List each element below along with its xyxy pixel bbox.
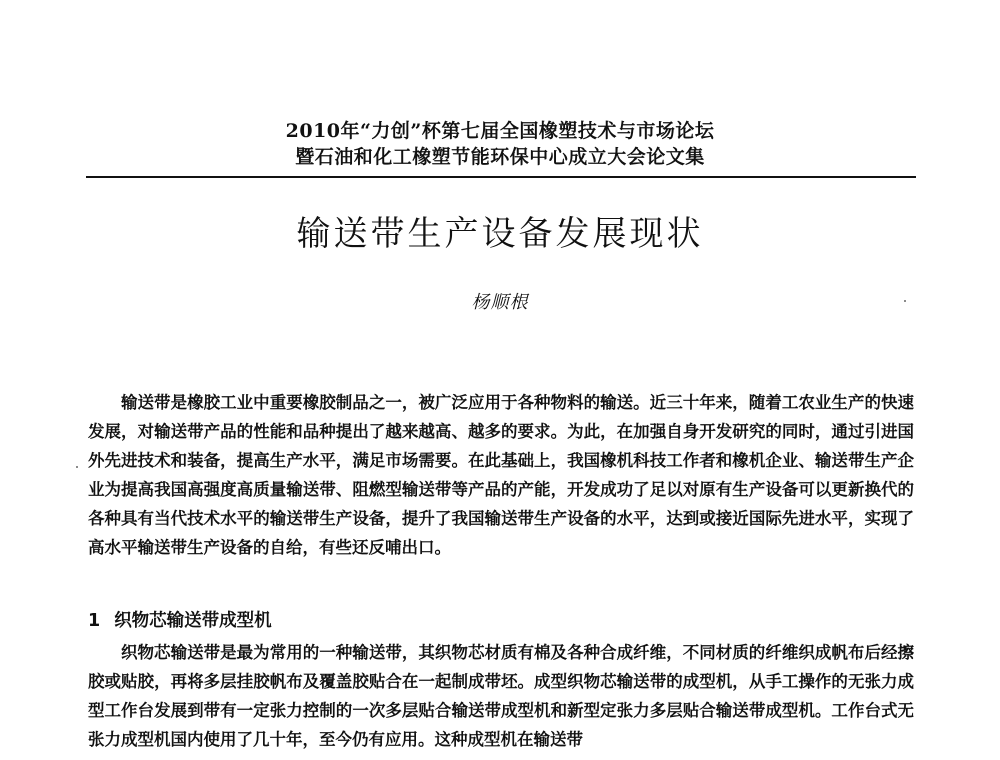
proceedings-header-line-2: 暨石油和化工橡塑节能环保中心成立大会论文集 xyxy=(295,146,705,168)
section-paragraph: 织物芯输送带是最为常用的一种输送带，其织物芯材质有棉及各种合成纤维，不同材质的纤维织成帆布后经擦胶或贴胶，再将多层挂胶帆布及覆盖胶贴合在一起制成带坯。成型织物芯输送带的成型机，从手工操作的无张力成型工作台发展到带有一定张力控制的一次多层贴合输送带成型机和新型定张力多层贴合输送带成型机。工作台式无张力成型机国内使用了几十年，至今仍有应用。这种成型机在输送带 xyxy=(88,643,914,749)
paper-title: 输送带生产设备发展现状 xyxy=(296,214,704,254)
proceedings-header xyxy=(86,118,914,170)
section-number: 1 xyxy=(88,611,101,631)
intro-paragraph: 输送带是橡胶工业中重要橡胶制品之一，被广泛应用于各种物料的输送。近三十年来，随着工农业生产的快速发展，对输送带产品的性能和品种提出了越来越高、越多的要求。为此，在加强自身开发研究的同时，通过引进国外先进技术和装备，提高生产水平，满足市场需要。在此基础上，我国橡机科技工作者和橡机企业、输送带生产企业为提高我国高强度高质量输送带、阻燃型输送带等产品的产能，开发成功了足以对原有生产设备可以更新换代的各种具有当代技术水平的输送带生产设备，提升了我国输送带生产设备的水平，达到或接近国际先进水平，实现了高水平输送带生产设备的自给，有些还反哺出口。 xyxy=(88,393,914,557)
header-rule xyxy=(86,176,916,178)
section-heading xyxy=(88,608,914,634)
scan-speck xyxy=(76,466,78,468)
section-title: 织物芯输送带成型机 xyxy=(114,611,272,631)
proceedings-header-line-1: 2010年“力创”杯第七届全国橡塑技术与市场论坛 xyxy=(285,120,715,142)
paper-author: 杨顺根 xyxy=(471,292,529,313)
scan-speck xyxy=(904,300,906,302)
